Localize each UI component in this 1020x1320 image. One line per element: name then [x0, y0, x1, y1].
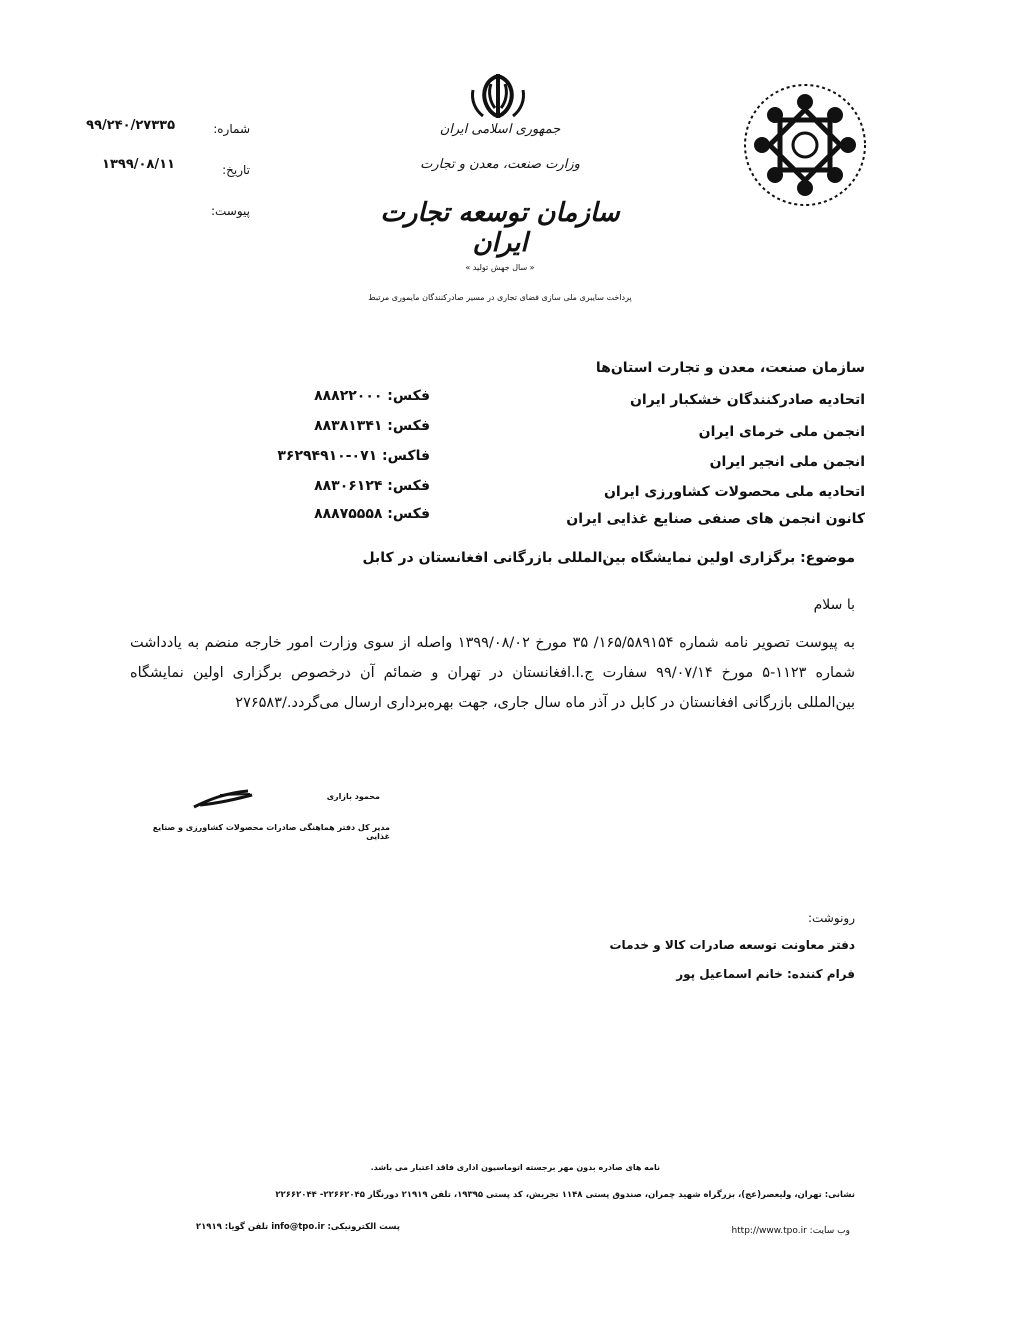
date-label: تاریخ: [222, 163, 250, 177]
letter-number: ۹۹/۲۴۰/۲۷۳۳۵ [86, 118, 175, 133]
cc-item: دفتر معاونت توسعه صادرات کالا و خدمات [609, 938, 855, 952]
signature-icon [190, 785, 270, 815]
header-republic: جمهوری اسلامی ایران [439, 122, 561, 137]
footer-note: نامه های صادره بدون مهر برجسته اتوماسیون اداری فاقد اعتبار می باشد. [370, 1163, 660, 1172]
sub-slogan: پرداخت سایبری ملی سازی فضای تجاری در مسیر صادرکنندگان مایموری مرتبط [368, 293, 632, 302]
recipient-4-fax: فاکس: ۰۷۱-۳۶۲۹۴۹۱۰ [277, 448, 430, 464]
letter-subject: موضوع: برگزاری اولین نمایشگاه بین‌المللی بازرگانی افغانستان در کابل [362, 550, 855, 566]
recipient-3-fax: فکس: ۸۸۳۸۱۳۴۱ [314, 418, 430, 434]
attachment-label: پیوست: [210, 204, 250, 218]
signer-title: مدیر کل دفتر هماهنگی صادرات محصولات کشاورزی و صنایع غذایی [152, 823, 390, 841]
letter-date: ۱۳۹۹/۰۸/۱۱ [102, 157, 175, 172]
header-organization: سازمان توسعه تجارت ایران [380, 198, 620, 258]
recipient-2-fax: فکس: ۸۸۸۲۲۰۰۰ [314, 388, 430, 404]
year-slogan: « سال جهش تولید » [465, 263, 535, 272]
number-label: شماره: [213, 122, 250, 136]
recipient-3: انجمن ملی خرمای ایران [698, 424, 865, 440]
iran-emblem-icon [463, 70, 533, 125]
footer-website: وب سایت: http://www.tpo.ir [731, 1226, 850, 1236]
recipient-4: انجمن ملی انجیر ایران [709, 454, 865, 470]
recipient-5-fax: فکس: ۸۸۳۰۶۱۲۴ [314, 478, 430, 494]
recipient-2: اتحادیه صادرکنندگان خشکبار ایران [629, 392, 865, 408]
footer-email: پست الکترونیکی: info@tpo.ir تلفن گویا: ۲۱۹۱۹ [195, 1222, 400, 1232]
recipient-6: کانون انجمن های صنفی صنایع غذایی ایران [566, 511, 865, 527]
recipient-5: اتحادیه ملی محصولات کشاورزی ایران [603, 484, 865, 500]
tpo-logo-icon [740, 80, 870, 210]
signer-name: محمود بازاری [326, 792, 380, 801]
greeting: با سلام [813, 597, 855, 613]
cc-label: رونوشت: [807, 911, 855, 925]
header-ministry: وزارت صنعت، معدن و تجارت [420, 157, 580, 172]
footer-address: نشانی: تهران، ولیعصر(عج)، بزرگراه شهید چمران، صندوق پستی ۱۱۴۸ تجریش، کد پستی ۱۹۳۹۵، تلفن ۲۱۹۱۹ دورنگار ۲۲۶۶۲۰۴۵- ۲۲۶۶۲۰۴۴ [275, 1190, 855, 1200]
letter-body: به پیوست تصویر نامه شماره ۱۶۵/۵۸۹۱۵۴/ ۳۵ مورخ ۱۳۹۹/۰۸/۰۲ واصله از سوی وزارت امور خارجه منضم به یادداشت شماره ۱۱۲۳-۵ مورخ ۹۹/۰۷/۱۴ سفارت ج.ا.افغانستان در تهران و ضمائم آن درخصوص برگزاری اولین نمایشگاه بین‌المللی بازرگانی افغانستان در کابل در آذر ماه سال جاری، جهت بهره‌برداری ارسال می‌گردد./۲۷۶۵۸۳ [130, 635, 855, 711]
cc-item: فرام کننده: خانم اسماعیل پور [676, 967, 855, 981]
recipient-1: سازمان صنعت، معدن و تجارت استان‌ها [595, 360, 865, 376]
recipient-6-fax: فکس: ۸۸۸۷۵۵۵۸ [314, 506, 430, 522]
